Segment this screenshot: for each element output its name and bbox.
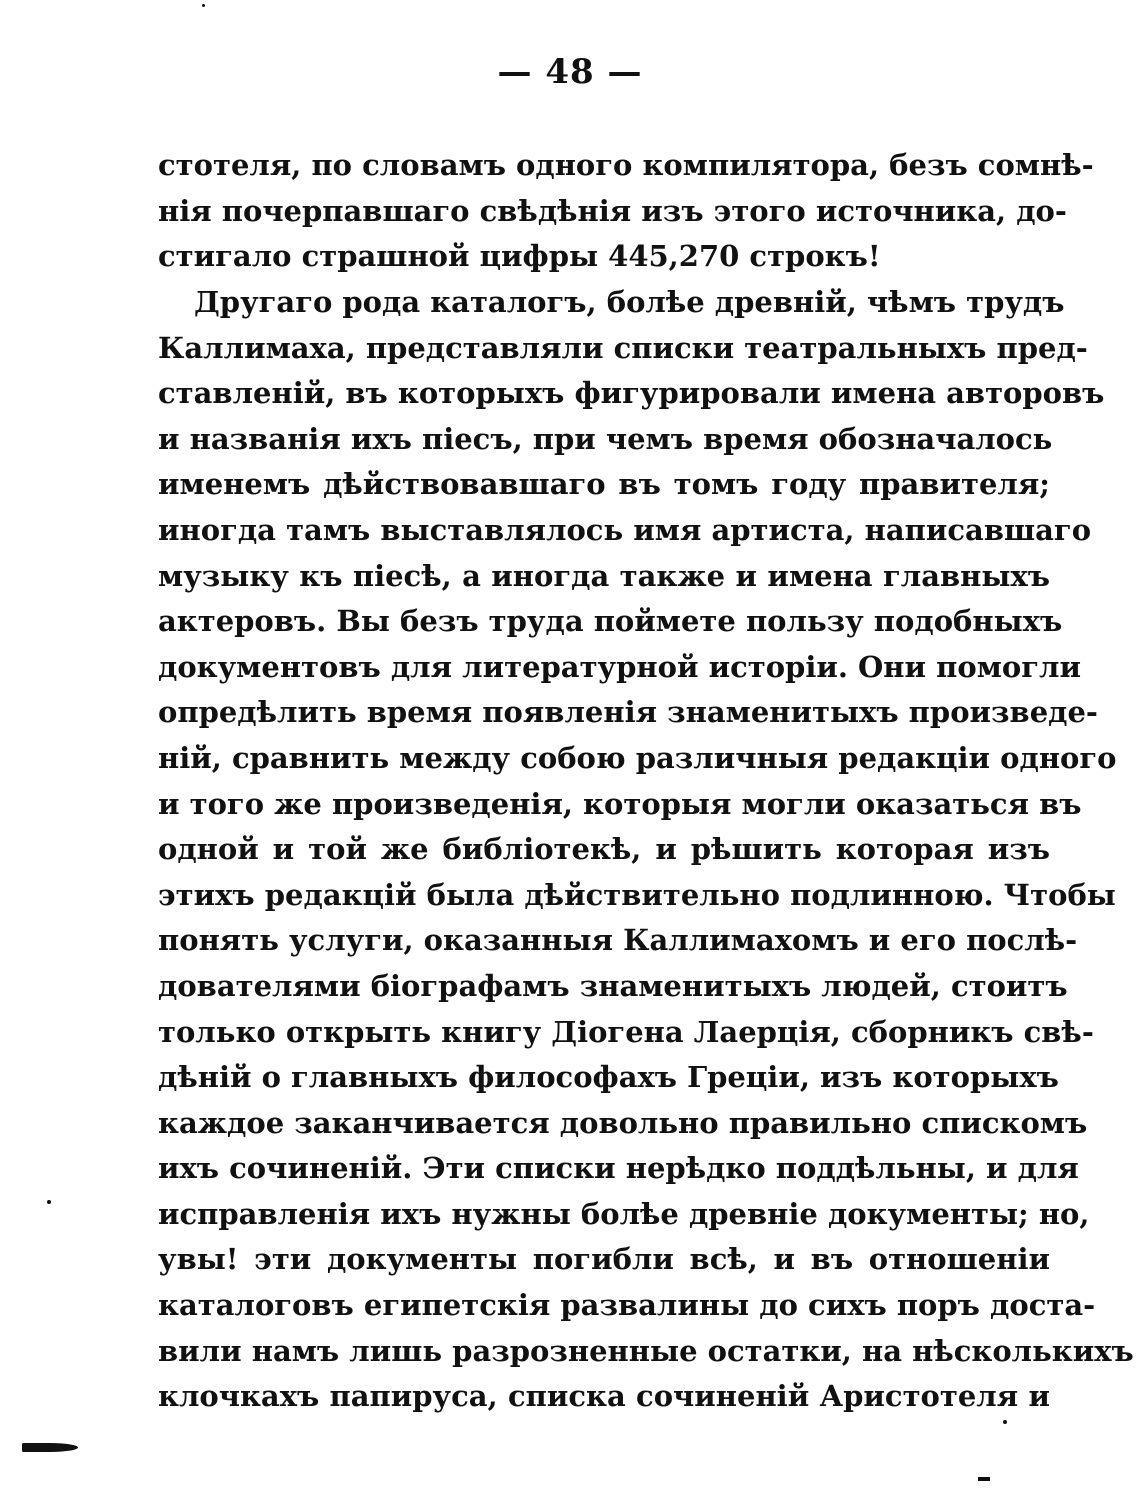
paragraph-2 bbox=[158, 280, 1134, 1420]
scan-dash-mark bbox=[978, 1477, 990, 1481]
text-line: музыку къ піесѣ, а иногда также и имена главныхъ bbox=[158, 558, 1050, 593]
text-line: увы! эти документы погибли всѣ, и въ отношеніи bbox=[158, 1242, 1050, 1277]
text-line: ній, сравнить между собою различныя редакціи одного bbox=[158, 740, 1117, 775]
text-line: документовъ для литературной исторіи. Они помогли bbox=[158, 649, 1081, 684]
text-line: одной и той же библіотекѣ, и рѣшить которая изъ bbox=[158, 832, 1050, 867]
text-line: иногда тамъ выставлялось имя артиста, написавшаго bbox=[158, 512, 1092, 547]
scan-arrow-mark bbox=[22, 1443, 78, 1452]
text-line: стигало страшной цифры 445,270 строкъ! bbox=[158, 239, 881, 274]
text-line: каталоговъ египетскія развалины до сихъ поръ доста- bbox=[158, 1288, 1096, 1323]
text-line: только открыть книгу Діогена Лаерція, сборникъ свѣ- bbox=[158, 1014, 1094, 1049]
text-line: опредѣлить время появленія знаменитыхъ произведе- bbox=[158, 695, 1098, 730]
text-line: Другаго рода каталогъ, болѣе древній, чѣмъ трудъ bbox=[194, 285, 1065, 319]
text-line: и названія ихъ піесъ, при чемъ время обозначалось bbox=[158, 421, 1053, 456]
scan-speck bbox=[1003, 1420, 1007, 1424]
text-line: дователями біографамъ знаменитыхъ людей, стоитъ bbox=[158, 968, 1068, 1003]
text-line: этихъ редакцій была дѣйствительно подлинною. Чтобы bbox=[158, 877, 1116, 912]
text-line: исправленія ихъ нужны болѣе древніе документы; но, bbox=[158, 1196, 1090, 1231]
text-line: ставленій, въ которыхъ фигурировали имена авторовъ bbox=[158, 376, 1105, 411]
scan-speck bbox=[202, 4, 205, 7]
text-line: каждое заканчивается довольно правильно спискомъ bbox=[158, 1105, 1088, 1140]
page-number: — 48 — bbox=[497, 52, 643, 92]
text-line: вили намъ лишь разрозненные остатки, на нѣсколькихъ bbox=[158, 1333, 1134, 1368]
text-line: стотеля, по словамъ одного компилятора, безъ сомнѣ- bbox=[158, 148, 1094, 182]
scan-speck bbox=[47, 1200, 51, 1204]
text-line: нія почерпавшаго свѣдѣнія изъ этого источника, до- bbox=[158, 193, 1067, 228]
text-line: ихъ сочиненій. Эти списки нерѣдко поддѣльны, и для bbox=[158, 1151, 1079, 1186]
text-line: и того же произведенія, которыя могли оказаться въ bbox=[158, 786, 1082, 821]
paragraph-1 bbox=[158, 143, 1094, 280]
text-line: Каллимаха, представляли списки театральныхъ пред- bbox=[158, 330, 1088, 365]
text-line: именемъ дѣйствовавшаго въ томъ году правителя; bbox=[158, 467, 1050, 502]
text-line: понять услуги, оказанныя Каллимахомъ и его послѣ- bbox=[158, 923, 1078, 958]
text-line: дѣній о главныхъ философахъ Греціи, изъ которыхъ bbox=[158, 1060, 1059, 1095]
text-line: актеровъ. Вы безъ труда поймете пользу подобныхъ bbox=[158, 604, 1063, 639]
text-line: клочкахъ папируса, списка сочиненій Аристотеля и bbox=[158, 1379, 1050, 1414]
